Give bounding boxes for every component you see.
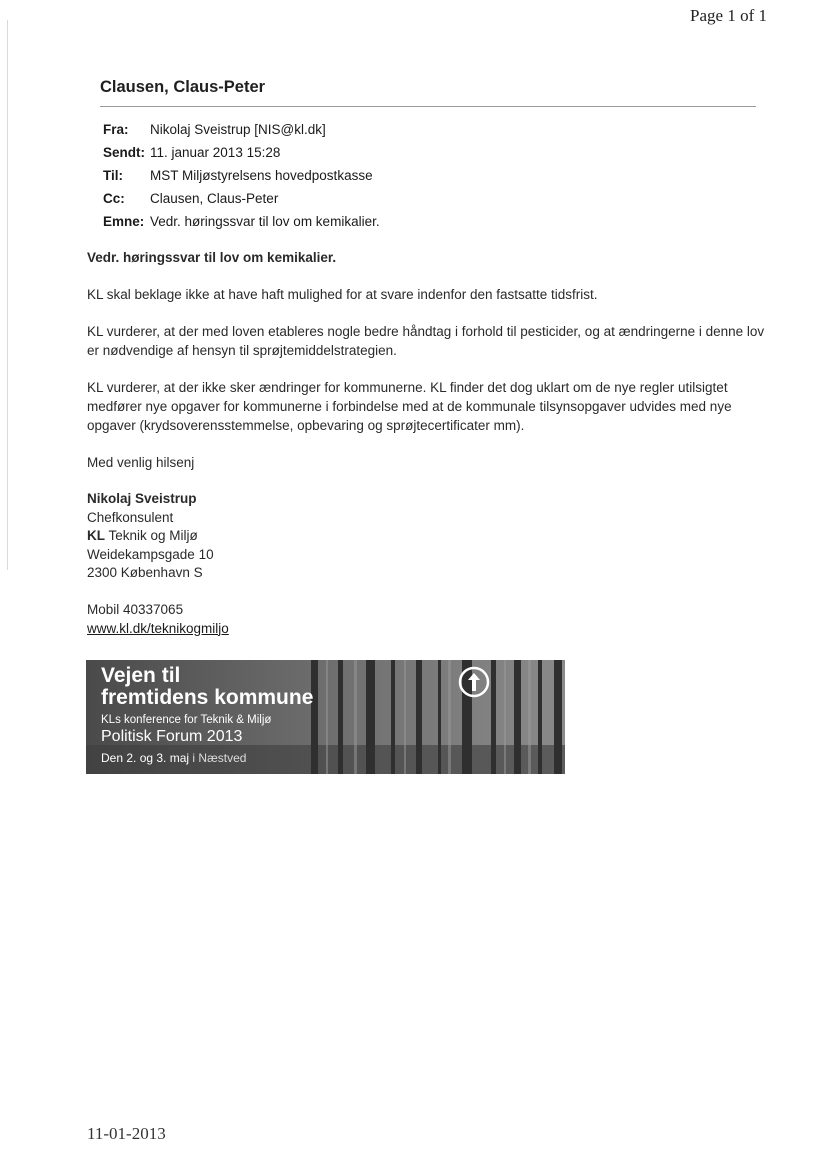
header-to (103, 164, 380, 187)
body-paragraph: KL vurderer, at der med loven etableres nogle bedre håndtag i forhold til pesticider, og at ændringerne i denne lov er nødvendige af hensyn til sprøjtemiddelstrategien. (87, 324, 765, 358)
signature-city: 2300 København S (87, 565, 203, 581)
header-cc (103, 187, 380, 210)
signature-spacer (87, 583, 777, 601)
banner-date-bold: Den 2. og 3. maj (101, 751, 190, 765)
header-subject (103, 210, 380, 233)
header-to-value: MST Miljøstyrelsens hovedpostkasse (150, 168, 373, 183)
sender-name: Clausen, Claus-Peter (100, 78, 266, 96)
header-to-label: Til: (103, 168, 123, 183)
header-cc-value: Clausen, Claus-Peter (150, 191, 279, 206)
page-number: Page 1 of 1 (690, 6, 767, 25)
signature-mobile: Mobil 40337065 (87, 601, 184, 617)
signature-website-link[interactable]: www.kl.dk/teknikogmiljo (87, 620, 229, 636)
banner-title-line2: fremtidens kommune (101, 686, 314, 709)
header-divider (100, 106, 756, 107)
header-cc-label: Cc: (103, 191, 125, 206)
body-paragraph: KL vurderer, at der ikke sker ændringer for kommunerne. KL finder det dog uklart om de nye regler utilsigtet medfører nye opgaver for kommunerne i forbindelse med at de kommunale tilsynsopgaver udvides med nye opgaver (krydsoverensstemmelse, opbevaring og sprøjtecertificater mm). (87, 380, 732, 433)
signature-block (87, 490, 777, 638)
header-subject-label: Emne: (103, 214, 145, 229)
conference-banner[interactable] (86, 660, 565, 774)
email-headers (103, 118, 380, 233)
header-from-value: Nikolaj Sveistrup [NIS@kl.dk] (150, 122, 326, 137)
body-paragraph: KL skal beklage ikke at have haft mulighed for at svare indenfor den fastsatte tidsfrist. (87, 287, 598, 302)
header-subject-value: Vedr. høringssvar til lov om kemikalier. (150, 214, 380, 229)
header-sent-value: 11. januar 2013 15:28 (150, 145, 281, 160)
body-subject: Vedr. høringssvar til lov om kemikalier. (87, 250, 337, 265)
body-closing: Med venlig hilsenj (87, 455, 195, 470)
page-left-edge (7, 20, 8, 570)
banner-date (101, 751, 246, 765)
banner-subtitle: KLs konference for Teknik & Miljø (101, 714, 272, 726)
email-body (87, 248, 777, 638)
header-sent (103, 141, 380, 164)
banner-date-location: i Næstved (189, 751, 247, 765)
signature-org-bold: KL (87, 528, 105, 544)
header-sent-label: Sendt: (103, 145, 145, 160)
signature-org-rest: Teknik og Miljø (105, 528, 198, 544)
banner-forum: Politisk Forum 2013 (101, 728, 243, 745)
header-from (103, 118, 380, 141)
banner-title (101, 665, 313, 709)
signature-title: Chefkonsulent (87, 509, 174, 525)
banner-title-line1: Vejen til (101, 664, 181, 687)
signature-name: Nikolaj Sveistrup (87, 491, 197, 506)
footer-date: 11-01-2013 (87, 1124, 166, 1143)
header-from-label: Fra: (103, 122, 129, 137)
signature-org (87, 527, 777, 546)
signature-street: Weidekampsgade 10 (87, 546, 214, 562)
